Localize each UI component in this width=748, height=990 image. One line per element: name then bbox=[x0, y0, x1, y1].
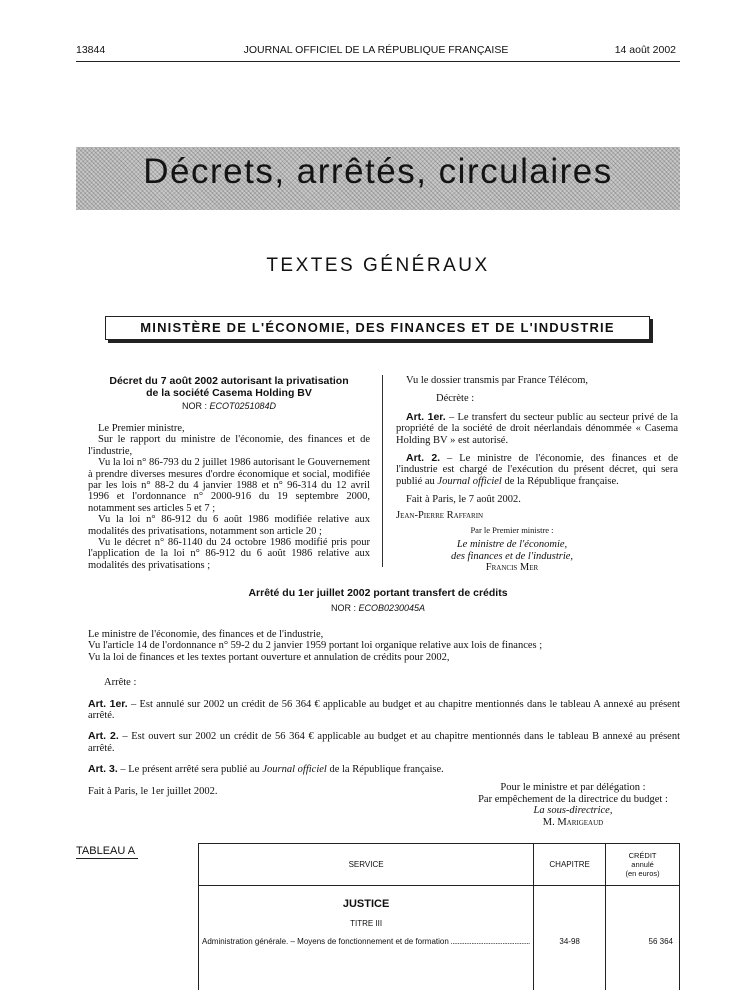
header-rule bbox=[76, 61, 680, 62]
arrete-body bbox=[88, 629, 680, 797]
decree-article-1: Art. 1er. – Le transfert du secteur public au secteur privé de la propriété de la société de droit néerlandais dénommée « Casema Holding BV » est autorisé. bbox=[396, 410, 678, 446]
decree-premier: Le Premier ministre, bbox=[98, 423, 185, 434]
decree-minister: Le ministre de l'économie, des finances et de l'industrie, Francis Mer bbox=[450, 539, 574, 574]
decree-left-column bbox=[88, 375, 370, 571]
running-header bbox=[76, 44, 676, 58]
decree-visa: Vu le décret n° 86-1140 du 24 octobre 1986 modifié pris pour l'application de la loi n° 86-912 du 6 août 1986 relative aux modalités des privatisations ; bbox=[88, 537, 370, 571]
table-header-row bbox=[199, 844, 680, 886]
tableau-label-rule bbox=[76, 858, 138, 859]
decree-par-premier: Par le Premier ministre : bbox=[470, 525, 554, 536]
decree-visa: Vu le dossier transmis par France Télécom, bbox=[406, 375, 588, 386]
arrete-word: Arrête : bbox=[104, 677, 137, 689]
decree-signatory: Jean-Pierre Raffarin bbox=[396, 509, 484, 521]
issue-date: 14 août 2002 bbox=[614, 44, 676, 56]
arrete-article-3: Art. 3. – Le présent arrêté sera publié au Journal officiel de la République française. bbox=[88, 763, 444, 776]
cell-service bbox=[199, 886, 534, 990]
cell-credit bbox=[606, 886, 680, 990]
table-ministry: JUSTICE bbox=[342, 898, 390, 910]
arrete-visa: Vu la loi de finances et les textes portant ouverture et annulation de crédits pour 2002, bbox=[88, 651, 450, 663]
arrete-signature: Pour le ministre et par délégation : Par empêchement de la directrice du budget : La sous-directrice, M. Marigeaud bbox=[478, 782, 668, 828]
decree-decrete: Décrète : bbox=[436, 393, 475, 405]
decree-visa: Vu la loi n° 86-793 du 2 juillet 1986 autorisant le Gouvernement à prendre diverses mesures d'ordre économique et social, modifiée par les lois n° 88-2 du 4 janvier 1988 et n° 96-314 du 12 avril 1996 et l'ordonnance n° 2000-916 du 19 septembre 2000, notamment ses articles 5 et 7 ; bbox=[88, 457, 370, 514]
decree-nor: NOR : ECOT0251084D bbox=[181, 401, 277, 411]
decree-title: Décret du 7 août 2002 autorisant la privatisation de la société Casema Holding BV bbox=[109, 375, 349, 399]
table-row bbox=[199, 886, 680, 990]
table-titre: TITRE III bbox=[350, 919, 383, 928]
banner-title: Décrets, arrêtés, circulaires bbox=[143, 152, 613, 191]
table-chapitre-value: 34-98 bbox=[559, 937, 580, 946]
col-service: SERVICE bbox=[199, 844, 534, 886]
col-chapitre: CHAPITRE bbox=[534, 844, 606, 886]
column-divider bbox=[382, 375, 383, 567]
arrete-fait: Fait à Paris, le 1er juillet 2002. bbox=[88, 785, 218, 797]
decree-article-2: Art. 2. – Le ministre de l'économie, des finances et de l'industrie est chargé de l'exécution du présent décret, qui sera publié au Journal officiel de la République française. bbox=[396, 452, 678, 487]
decree-visa: Sur le rapport du ministre de l'économie, des finances et de l'industrie, bbox=[88, 434, 370, 457]
table-credit-value: 56 364 bbox=[648, 937, 673, 946]
arrete-nor: NOR : ECOB0230045A bbox=[330, 603, 426, 613]
arrete-visa: Le ministre de l'économie, des finances et de l'industrie, bbox=[88, 629, 324, 640]
journal-title: JOURNAL OFFICIEL DE LA RÉPUBLIQUE FRANÇAISE bbox=[243, 44, 509, 56]
decree-visa: Vu la loi n° 86-912 du 6 août 1986 modifiée relative aux modalités des privatisations, notamment son article 20 ; bbox=[88, 514, 370, 537]
ministry-box: MINISTÈRE DE L'ÉCONOMIE, DES FINANCES ET DE L'INDUSTRIE bbox=[105, 316, 650, 340]
table-row-label: Administration générale. – Moyens de fonctionnement et de formation ..... bbox=[202, 937, 530, 946]
arrete-title: Arrêté du 1er juillet 2002 portant transfert de crédits bbox=[248, 587, 508, 599]
arrete-article-1: Art. 1er. – Est annulé sur 2002 un crédit de 56 364 € applicable au budget et au chapitre mentionnés dans le tableau A annexé au présent arrêté. bbox=[88, 697, 681, 722]
arrete-article-2: Art. 2. – Est ouvert sur 2002 un crédit de 56 364 € applicable au budget et au chapitre mentionnés dans le tableau B annexé au présent arrêté. bbox=[88, 730, 680, 754]
arrete-visa: Vu l'article 14 de l'ordonnance n° 59-2 du 2 janvier 1959 portant loi organique relative aux lois de finances ; bbox=[88, 640, 543, 652]
credit-table bbox=[198, 843, 680, 990]
section-title: TEXTES GÉNÉRAUX bbox=[266, 255, 490, 276]
cell-chapitre bbox=[534, 886, 606, 990]
tableau-label: TABLEAU A bbox=[76, 845, 136, 857]
col-credit: CRÉDIT annulé (en euros) bbox=[606, 844, 680, 886]
page-number: 13844 bbox=[76, 44, 106, 56]
decree-right-column bbox=[396, 375, 678, 574]
decree-fait: Fait à Paris, le 7 août 2002. bbox=[406, 494, 521, 506]
